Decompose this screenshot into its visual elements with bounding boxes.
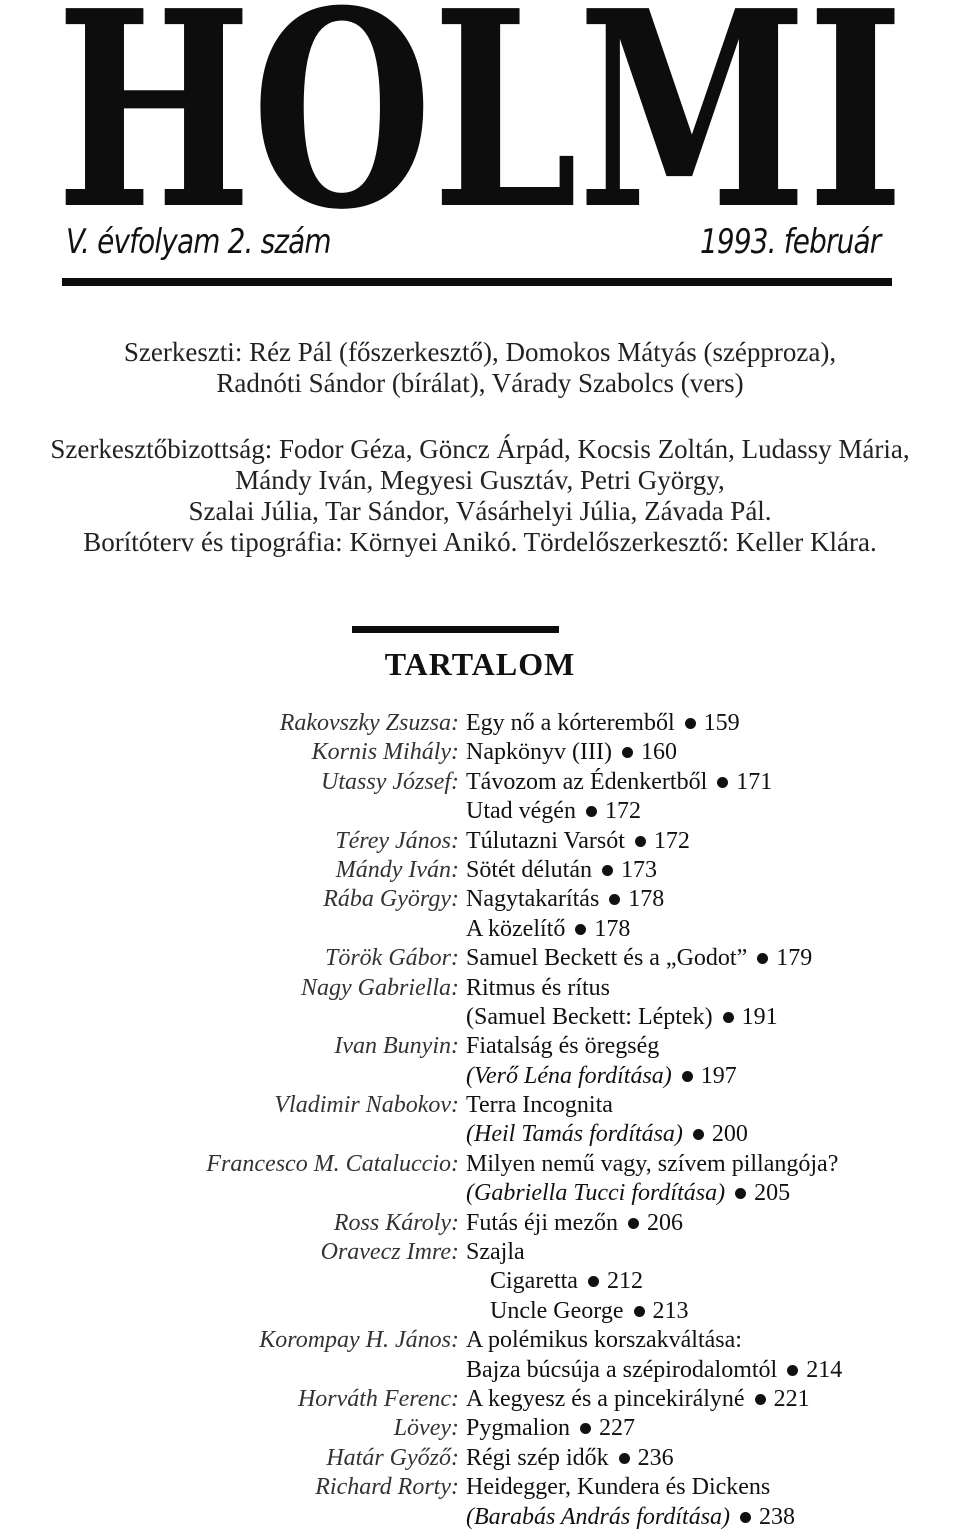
toc-entry <box>466 1239 525 1266</box>
toc-title: Pygmalion <box>466 1415 571 1442</box>
toc-row <box>0 1239 960 1268</box>
bullet-icon <box>628 1218 639 1229</box>
toc-author: Lövey: <box>393 1415 459 1442</box>
toc-page-number: 238 <box>759 1503 796 1530</box>
toc-title: Régi szép idők <box>466 1444 609 1471</box>
toc-row <box>0 1298 960 1327</box>
toc-row <box>0 945 960 974</box>
toc-title: Ritmus és rítus <box>466 974 611 1001</box>
toc-title: (Barabás András fordítása) <box>466 1503 731 1530</box>
toc-row <box>0 769 960 798</box>
toc-title: A kegyesz és a pincekirályné <box>466 1385 745 1412</box>
toc-page-number: 205 <box>754 1180 791 1207</box>
toc-author: Mándy Iván: <box>335 856 459 883</box>
toc-title: Uncle George <box>490 1297 624 1324</box>
bullet-icon <box>588 1276 599 1287</box>
toc-author: Korompay H. János: <box>259 1327 459 1354</box>
toc-author: Ross Károly: <box>333 1209 459 1236</box>
toc-entry <box>466 710 740 737</box>
toc-page-number: 178 <box>594 915 631 942</box>
toc-entry <box>466 1445 674 1472</box>
toc-author: Utassy József: <box>321 768 459 795</box>
toc-author: Rába György: <box>323 886 459 913</box>
toc-title: (Samuel Beckett: Léptek) <box>466 1003 713 1030</box>
bullet-icon <box>586 806 597 817</box>
toc-row <box>0 1327 960 1356</box>
toc-row <box>0 1092 960 1121</box>
bullet-icon <box>682 1071 693 1082</box>
toc-entry <box>466 1357 842 1384</box>
toc-entry <box>466 798 641 825</box>
bullet-icon <box>723 1012 734 1023</box>
toc-heading: TARTALOM <box>384 646 576 682</box>
toc-title: Futás éji mezőn <box>466 1209 618 1236</box>
toc-entry <box>466 886 664 913</box>
logo-text: HOLMI <box>56 0 904 230</box>
bullet-icon <box>619 1453 630 1464</box>
editors-line: Szerkeszti: Réz Pál (főszerkesztő), Domokos Mátyás (szépproza), <box>123 337 837 367</box>
bullet-icon <box>717 777 728 788</box>
toc-row <box>0 1004 960 1033</box>
toc-row <box>0 886 960 915</box>
toc-row <box>0 1445 960 1474</box>
toc-entry <box>466 1121 748 1148</box>
toc-entry <box>466 1210 683 1237</box>
toc-row <box>0 1210 960 1239</box>
toc-title: Fiatalság és öregség <box>466 1033 660 1060</box>
toc-entry <box>466 1151 838 1178</box>
bullet-icon <box>635 836 646 847</box>
toc-row <box>0 1357 960 1386</box>
issue-volume: V. évfolyam 2. szám <box>66 222 331 262</box>
toc-title: Szajla <box>466 1239 525 1266</box>
toc-row <box>0 857 960 886</box>
toc-entry <box>466 828 690 855</box>
toc-author: Vladimir Nabokov: <box>274 1092 459 1119</box>
toc-title: (Verő Léna fordítása) <box>466 1062 672 1089</box>
toc-author: Rakovszky Zsuzsa: <box>279 710 459 736</box>
toc-row <box>0 1474 960 1503</box>
bullet-icon <box>685 718 696 729</box>
toc-row <box>0 1033 960 1062</box>
toc-entry <box>466 1063 737 1090</box>
toc-entry <box>466 1327 742 1354</box>
toc-row <box>0 828 960 857</box>
toc-page-number: 173 <box>620 856 657 883</box>
toc-title: Távozom az Édenkertből <box>466 768 708 795</box>
board-line: Borítóterv és tipográfia: Környei Anikó. Tördelőszerkesztő: Keller Klára. <box>83 527 877 557</box>
toc-title: Utad végén <box>466 798 576 825</box>
toc-entry <box>466 945 812 972</box>
bullet-icon <box>755 1394 766 1405</box>
bullet-icon <box>602 865 613 876</box>
bullet-icon <box>757 953 768 964</box>
toc-title: Bajza búcsúja a szépirodalomtól <box>466 1356 778 1383</box>
toc-page-number: 159 <box>703 710 740 736</box>
toc-row <box>0 1121 960 1150</box>
toc-author: Francesco M. Cataluccio: <box>206 1150 459 1177</box>
table-of-contents <box>0 710 960 1533</box>
bullet-icon <box>735 1188 746 1199</box>
toc-page-number: 227 <box>599 1415 636 1442</box>
board-line: Mándy Iván, Megyesi Gusztáv, Petri György, <box>235 465 725 495</box>
bullet-icon <box>787 1365 798 1376</box>
toc-page-number: 172 <box>604 798 641 825</box>
editors-block <box>0 337 960 399</box>
toc-author: Nagy Gabriella: <box>301 974 459 1001</box>
toc-author: Horváth Ferenc: <box>297 1385 459 1412</box>
toc-title: Túlutazni Varsót <box>466 827 625 854</box>
toc-page-number: 200 <box>711 1121 748 1148</box>
toc-entry <box>466 1415 635 1442</box>
toc-row <box>0 1180 960 1209</box>
issue-date: 1993. február <box>700 222 881 262</box>
toc-row <box>0 1386 960 1415</box>
toc-page-number: 191 <box>741 1003 778 1030</box>
toc-title: A polémikus korszakváltása: <box>466 1327 742 1354</box>
toc-row <box>0 739 960 768</box>
toc-author: Richard Rorty: <box>315 1474 459 1501</box>
bullet-icon <box>693 1129 704 1140</box>
toc-row <box>0 975 960 1004</box>
toc-entry <box>490 1298 689 1325</box>
bullet-icon <box>740 1512 751 1523</box>
header-rule <box>62 278 892 286</box>
toc-page-number: 236 <box>637 1444 674 1471</box>
toc-title: (Heil Tamás fordítása) <box>466 1121 683 1148</box>
toc-rule <box>352 626 559 633</box>
toc-title: Terra Incognita <box>466 1092 613 1119</box>
toc-row <box>0 1063 960 1092</box>
toc-title: Milyen nemű vagy, szívem pillangója? <box>466 1150 839 1177</box>
bullet-icon <box>580 1423 591 1434</box>
toc-author: Határ Győző: <box>326 1444 459 1471</box>
toc-title: A közelítő <box>466 915 566 942</box>
toc-entry <box>466 1386 810 1413</box>
editorial-board-block <box>0 434 960 558</box>
bullet-icon <box>609 894 620 905</box>
toc-entry <box>466 1474 770 1501</box>
toc-page-number: 178 <box>628 886 665 913</box>
toc-author: Térey János: <box>335 827 459 854</box>
toc-row <box>0 1415 960 1444</box>
toc-author: Török Gábor: <box>324 945 459 972</box>
toc-entry <box>466 1092 613 1119</box>
toc-page-number: 171 <box>736 768 773 795</box>
toc-entry <box>466 1004 778 1031</box>
toc-title: Napkönyv (III) <box>466 739 612 766</box>
board-line: Szalai Júlia, Tar Sándor, Vásárhelyi Júlia, Závada Pál. <box>188 496 772 526</box>
toc-entry <box>466 1033 659 1060</box>
toc-entry <box>490 1268 643 1295</box>
toc-page-number: 179 <box>776 945 813 972</box>
toc-title: Nagytakarítás <box>466 886 600 913</box>
toc-title: Heidegger, Kundera és Dickens <box>466 1474 771 1501</box>
holmi-logo <box>56 0 906 230</box>
toc-row <box>0 1268 960 1297</box>
toc-title: Cigaretta <box>490 1268 578 1295</box>
toc-entry <box>466 739 677 766</box>
toc-entry <box>466 1180 790 1207</box>
bullet-icon <box>575 924 586 935</box>
toc-page-number: 172 <box>653 827 690 854</box>
toc-page-number: 212 <box>606 1268 643 1295</box>
toc-title: Samuel Beckett és a „Godot” <box>466 945 748 972</box>
board-line: Szerkesztőbizottság: Fodor Géza, Göncz Árpád, Kocsis Zoltán, Ludassy Mária, <box>50 434 910 464</box>
toc-page-number: 213 <box>652 1297 689 1324</box>
toc-row <box>0 1504 960 1533</box>
toc-title: Egy nő a kórteremből <box>466 710 675 736</box>
toc-entry <box>466 857 657 884</box>
bullet-icon <box>634 1306 645 1317</box>
toc-page-number: 206 <box>646 1209 683 1236</box>
toc-entry <box>466 769 772 796</box>
toc-author: Oravecz Imre: <box>320 1239 459 1266</box>
editors-line: Radnóti Sándor (bírálat), Várady Szabolcs (vers) <box>216 368 744 398</box>
toc-entry <box>466 1504 795 1531</box>
toc-title: Sötét délután <box>466 856 592 883</box>
toc-row <box>0 710 960 739</box>
toc-page-number: 160 <box>640 739 677 766</box>
toc-page-number: 221 <box>773 1385 810 1412</box>
toc-entry <box>466 975 610 1002</box>
toc-author: Kornis Mihály: <box>311 739 459 766</box>
toc-row <box>0 916 960 945</box>
toc-title: (Gabriella Tucci fordítása) <box>466 1180 726 1207</box>
toc-page-number: 214 <box>806 1356 843 1383</box>
toc-author: Ivan Bunyin: <box>334 1033 459 1060</box>
toc-row <box>0 798 960 827</box>
toc-entry <box>466 916 630 943</box>
toc-row <box>0 1151 960 1180</box>
toc-page-number: 197 <box>700 1062 737 1089</box>
bullet-icon <box>622 747 633 758</box>
